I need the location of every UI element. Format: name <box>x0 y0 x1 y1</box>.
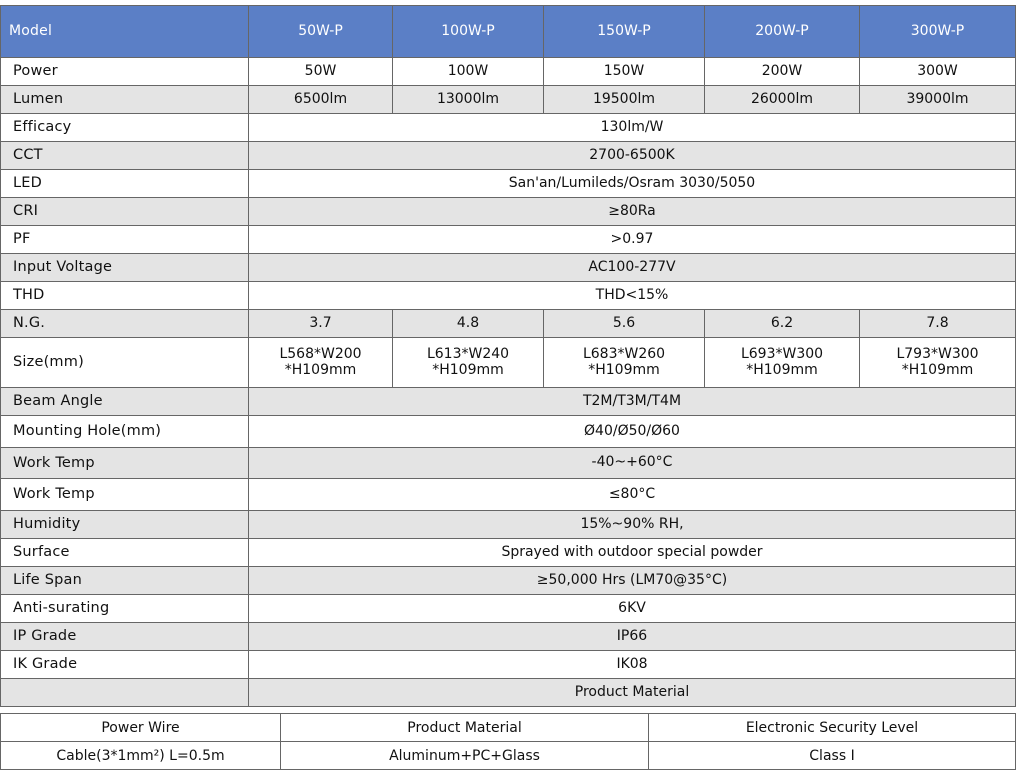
model-header-cell: 200W-P <box>705 6 860 58</box>
header-row <box>1 6 1016 58</box>
material-table <box>0 713 1016 770</box>
spec-label: Input Voltage <box>1 254 249 282</box>
spec-value-cell: 6.2 <box>705 310 860 338</box>
spec-value-cell: 6KV <box>249 595 1016 623</box>
spec-label: CCT <box>1 142 249 170</box>
spec-value-line: *H109mm <box>588 361 660 378</box>
spec-row <box>1 388 1016 416</box>
spec-label: Anti-surating <box>1 595 249 623</box>
material-header-cell: Product Material <box>281 714 649 742</box>
spec-row <box>1 86 1016 114</box>
spec-value-line: L683*W260 <box>582 345 666 362</box>
spec-value-cell: 300W <box>860 58 1016 86</box>
spec-row <box>1 142 1016 170</box>
spec-label: CRI <box>1 198 249 226</box>
spec-label: Work Temp <box>1 448 249 479</box>
spec-value-cell: 13000lm <box>393 86 544 114</box>
spec-label: Beam Angle <box>1 388 249 416</box>
spec-label: LED <box>1 170 249 198</box>
spec-label: PF <box>1 226 249 254</box>
spec-value-cell: -40~+60°C <box>249 448 1016 479</box>
spec-label: N.G. <box>1 310 249 338</box>
spec-value-cell <box>393 338 544 388</box>
spec-value-cell: >0.97 <box>249 226 1016 254</box>
material-value-cell: Aluminum+PC+Glass <box>281 742 649 770</box>
spec-value-cell: 15%~90% RH, <box>249 511 1016 539</box>
material-header-row <box>1 714 1016 742</box>
spec-value-cell: THD<15% <box>249 282 1016 310</box>
spec-value-cell: 200W <box>705 58 860 86</box>
spec-value-line: *H109mm <box>284 361 357 378</box>
spec-value-line: L693*W300 <box>740 345 824 362</box>
spec-value-line: L793*W300 <box>896 345 979 362</box>
spec-row <box>1 539 1016 567</box>
spec-value-cell: 26000lm <box>705 86 860 114</box>
spec-label: IP Grade <box>1 623 249 651</box>
spec-value-cell: ≤80°C <box>249 479 1016 511</box>
spec-row <box>1 651 1016 679</box>
spec-value-cell: 19500lm <box>544 86 705 114</box>
spec-value-cell: ≥80Ra <box>249 198 1016 226</box>
spec-value-line: L613*W240 <box>426 345 510 362</box>
spec-label: Work Temp <box>1 479 249 511</box>
spec-value-cell: 39000lm <box>860 86 1016 114</box>
spec-value-cell: 130lm/W <box>249 114 1016 142</box>
spec-label <box>1 679 249 707</box>
model-header-cell: 50W-P <box>249 6 393 58</box>
spec-row <box>1 479 1016 511</box>
spec-value-cell: 3.7 <box>249 310 393 338</box>
material-value-row <box>1 742 1016 770</box>
spec-row <box>1 254 1016 282</box>
spec-row <box>1 282 1016 310</box>
spec-value-cell: 7.8 <box>860 310 1016 338</box>
spec-label: Surface <box>1 539 249 567</box>
spec-row <box>1 114 1016 142</box>
spec-row <box>1 595 1016 623</box>
spec-value-cell: 150W <box>544 58 705 86</box>
spec-value-cell: 2700-6500K <box>249 142 1016 170</box>
spec-row <box>1 170 1016 198</box>
spec-value-cell <box>249 338 393 388</box>
spec-row <box>1 226 1016 254</box>
spec-value-cell: IP66 <box>249 623 1016 651</box>
material-value-cell: Cable(3*1mm²) L=0.5m <box>1 742 281 770</box>
spec-value-cell: San'an/Lumileds/Osram 3030/5050 <box>249 170 1016 198</box>
spec-value-cell: IK08 <box>249 651 1016 679</box>
spec-value-cell: 4.8 <box>393 310 544 338</box>
spec-value-cell: ≥50,000 Hrs (LM70@35°C) <box>249 567 1016 595</box>
spec-value-cell: Sprayed with outdoor special powder <box>249 539 1016 567</box>
spec-label: THD <box>1 282 249 310</box>
spec-label: IK Grade <box>1 651 249 679</box>
spec-row <box>1 679 1016 707</box>
header-model-label: Model <box>1 6 249 58</box>
spec-row <box>1 567 1016 595</box>
spec-label: Life Span <box>1 567 249 595</box>
model-header-cell: 300W-P <box>860 6 1016 58</box>
spec-value-cell <box>544 338 705 388</box>
spec-label: Size(mm) <box>1 338 249 388</box>
spec-value-cell <box>705 338 860 388</box>
material-header-cell: Power Wire <box>1 714 281 742</box>
spec-label: Mounting Hole(mm) <box>1 416 249 448</box>
spec-value-cell: Ø40/Ø50/Ø60 <box>249 416 1016 448</box>
spec-label: Power <box>1 58 249 86</box>
spec-row <box>1 623 1016 651</box>
spec-label: Efficacy <box>1 114 249 142</box>
material-value-cell: Class I <box>649 742 1016 770</box>
spec-row <box>1 310 1016 338</box>
spec-value-cell: T2M/T3M/T4M <box>249 388 1016 416</box>
spec-value-cell: AC100-277V <box>249 254 1016 282</box>
spec-value-cell: 100W <box>393 58 544 86</box>
spec-value-line: *H109mm <box>746 361 818 378</box>
spec-row <box>1 511 1016 539</box>
spec-value-cell <box>860 338 1016 388</box>
spec-row <box>1 198 1016 226</box>
spec-value-cell: 5.6 <box>544 310 705 338</box>
spec-row <box>1 448 1016 479</box>
spec-value-line: L568*W200 <box>279 345 362 362</box>
spec-value-cell: Product Material <box>249 679 1016 707</box>
spec-label: Lumen <box>1 86 249 114</box>
spec-table <box>0 5 1016 707</box>
spec-value-line: *H109mm <box>432 361 504 378</box>
material-header-cell: Electronic Security Level <box>649 714 1016 742</box>
spec-row <box>1 58 1016 86</box>
spec-value-cell: 6500lm <box>249 86 393 114</box>
spec-row <box>1 338 1016 388</box>
model-header-cell: 150W-P <box>544 6 705 58</box>
spec-value-line: *H109mm <box>901 361 974 378</box>
spec-label: Humidity <box>1 511 249 539</box>
spec-value-cell: 50W <box>249 58 393 86</box>
model-header-cell: 100W-P <box>393 6 544 58</box>
spec-row <box>1 416 1016 448</box>
